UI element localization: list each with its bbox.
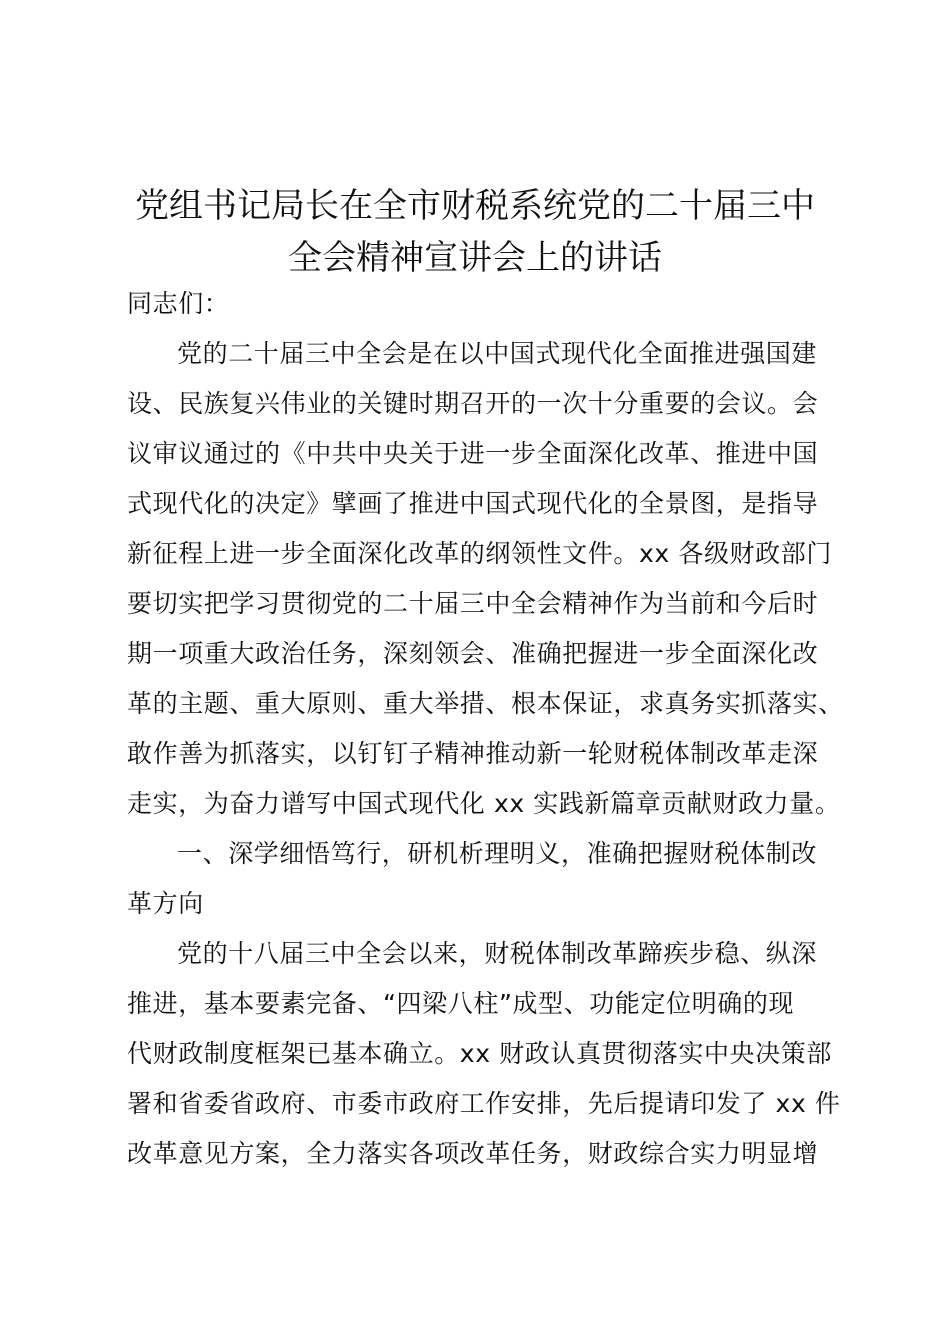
paragraph-1-line-7: 期一项重大政治任务，深刻领会、准确把握进一步全面深化改 bbox=[127, 639, 819, 668]
section-heading-1-line-2: 革方向 bbox=[127, 889, 204, 918]
document-title-line-1: 党组书记局长在全市财税系统党的二十届三中 bbox=[135, 186, 815, 226]
paragraph-2-line-2: 推进，基本要素完备、“四梁八柱”成型、功能定位明确的现 bbox=[127, 989, 795, 1018]
paragraph-1-line-5: 新征程上进一步全面深化改革的纲领性文件。xx 各级财政部门 bbox=[127, 539, 832, 568]
paragraph-1-line-6: 要切实把学习贯彻党的二十届三中全会精神作为当前和今后时 bbox=[127, 589, 819, 618]
paragraph-2-line-3: 代财政制度框架已基本确立。xx 财政认真贯彻落实中央决策部 bbox=[127, 1039, 832, 1068]
salutation: 同志们： bbox=[127, 289, 230, 318]
paragraph-1-line-9: 敢作善为抓落实，以钉钉子精神推动新一轮财税体制改革走深 bbox=[127, 739, 819, 768]
paragraph-1-line-1: 党的二十届三中全会是在以中国式现代化全面推进强国建 bbox=[177, 339, 818, 368]
paragraph-1-line-10: 走实，为奋力谱写中国式现代化 xx 实践新篇章贡献财政力量。 bbox=[127, 789, 841, 818]
paragraph-2-line-5: 改革意见方案，全力落实各项改革任务，财政综合实力明显增 bbox=[127, 1139, 819, 1168]
paragraph-1-line-4: 式现代化的决定》擘画了推进中国式现代化的全景图，是指导 bbox=[127, 489, 819, 518]
paragraph-2-line-4: 署和省委省政府、市委市政府工作安排，先后提请印发了 xx 件 bbox=[127, 1089, 841, 1118]
document-title-line-2: 全会精神宣讲会上的讲话 bbox=[288, 238, 662, 278]
section-heading-1-line-1: 一、深学细悟笃行，研机析理明义，准确把握财税体制改 bbox=[177, 839, 818, 868]
paragraph-1-line-2: 设、民族复兴伟业的关键时期召开的一次十分重要的会议。会 bbox=[127, 389, 819, 418]
paragraph-1-line-3: 议审议通过的《中共中央关于进一步全面深化改革、推进中国 bbox=[127, 439, 819, 468]
paragraph-2-line-1: 党的十八届三中全会以来，财税体制改革蹄疾步稳、纵深 bbox=[177, 939, 818, 968]
paragraph-1-line-8: 革的主题、重大原则、重大举措、根本保证，求真务实抓落实、 bbox=[127, 689, 844, 718]
